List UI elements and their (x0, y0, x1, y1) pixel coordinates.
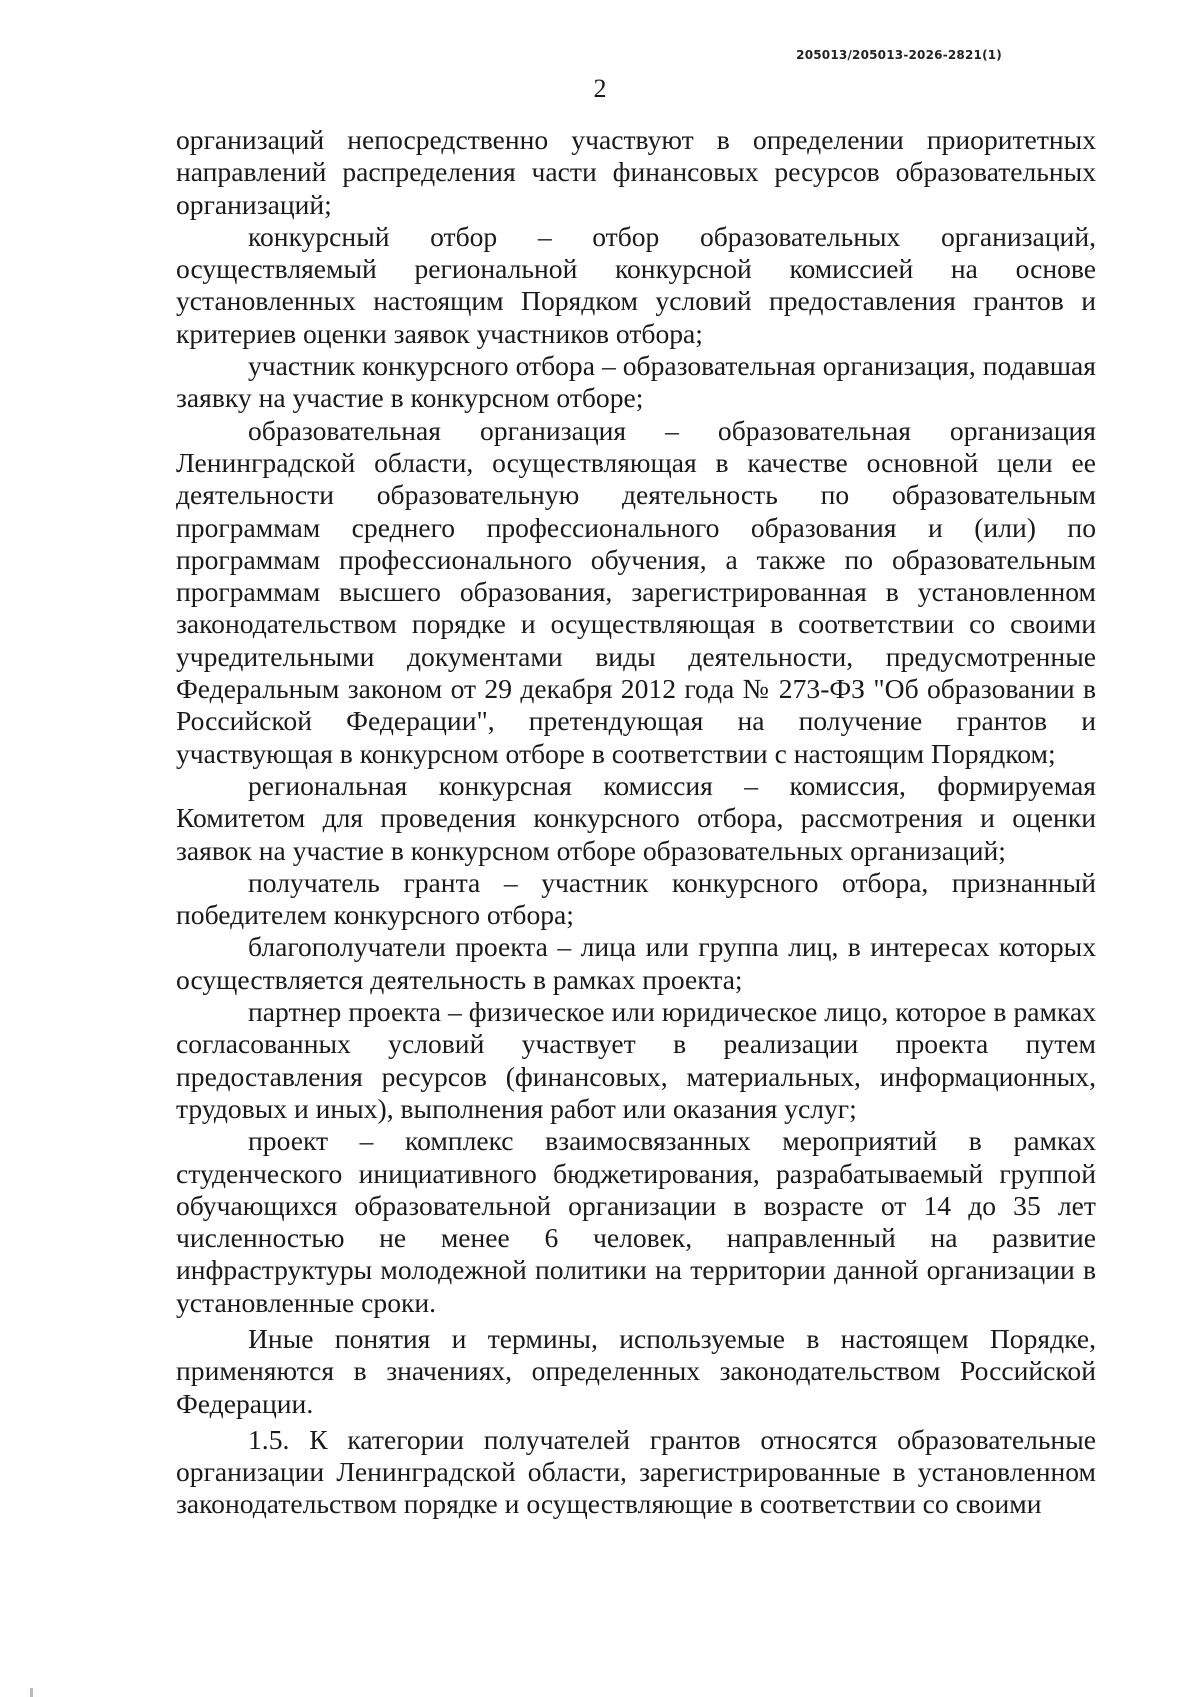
paragraph-section-1-5: 1.5. К категории получателей грантов относятся образовательные организации Ленинградской области, зарегистрированные в установленном законодательством порядке и осуществляющие в соответствии со своими (176, 1423, 1096, 1520)
document-body (176, 124, 1096, 1521)
paragraph-continuation: организаций непосредственно участвуют в определении приоритетных направлений распределения части финансовых ресурсов образовательных организаций; (176, 124, 1096, 220)
paragraph-definition-educational-organization: образовательная организация – образовательная организация Ленинградской области, осуществляющая в качестве основной цели ее деятельности образовательную деятельность по образовательным программам среднего профессионального образования и (или) по программам профессионального обучения, а также по образовательным программам высшего образования, зарегистрированная в установленном законодательством порядке и осуществляющая в соответствии со своими учредительными документами виды деятельности, предусмотренные Федеральным законом от 29 декабря 2012 года № 273-ФЗ "Об образовании в Российской Федерации", претендующая на получение грантов и участвующая в конкурсном отборе в соответствии с настоящим Порядком; (176, 414, 1096, 769)
scan-edge-mark (30, 1688, 33, 1697)
document-registration-number: 205013/205013-2026-2821(1) (796, 48, 1002, 62)
paragraph-other-terms: Иные понятия и термины, используемые в настоящем Порядке, применяются в значениях, определенных законодательством Российской Федерации. (176, 1322, 1096, 1419)
paragraph-definition-competitive-selection: конкурсный отбор – отбор образовательных организаций, осуществляемый региональной конкурсной комиссией на основе установленных настоящим Порядком условий предоставления грантов и критериев оценки заявок участников отбора; (176, 220, 1096, 349)
paragraph-definition-grant-recipient: получатель гранта – участник конкурсного отбора, признанный победителем конкурсного отбора; (176, 866, 1096, 931)
paragraph-definition-project-partner: партнер проекта – физическое или юридическое лицо, которое в рамках согласованных условий участвует в реализации проекта путем предоставления ресурсов (финансовых, материальных, информационных, трудовых и иных), выполнения работ или оказания услуг; (176, 996, 1096, 1124)
paragraph-definition-selection-participant: участник конкурсного отбора – образовательная организация, подавшая заявку на участие в конкурсном отборе; (176, 350, 1096, 414)
paragraph-definition-beneficiaries: благополучатели проекта – лица или группа лиц, в интересах которых осуществляется деятельность в рамках проекта; (176, 931, 1096, 995)
paragraph-definition-regional-commission: региональная конкурсная комиссия – комиссия, формируемая Комитетом для проведения конкурсного отбора, рассмотрения и оценки заявок на участие в конкурсном отборе образовательных организаций; (176, 769, 1096, 866)
page-number: 2 (593, 74, 607, 103)
paragraph-definition-project: проект – комплекс взаимосвязанных мероприятий в рамках студенческого инициативного бюджетирования, разрабатываемый группой обучающихся образовательной организации в возрасте от 14 до 35 лет численностью не менее 6 человек, направленный на развитие инфраструктуры молодежной политики на территории данной организации в установленные сроки. (176, 1125, 1096, 1318)
